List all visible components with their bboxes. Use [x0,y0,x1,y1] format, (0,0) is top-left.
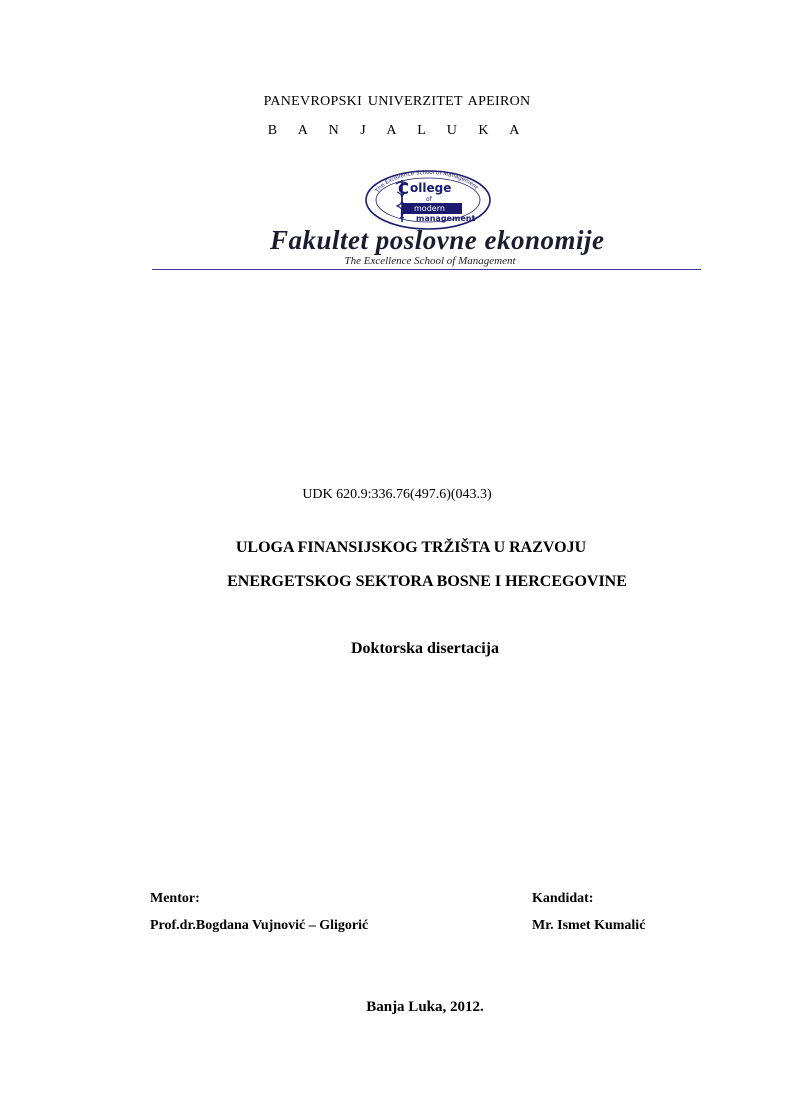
header-divider [152,269,701,270]
candidate-name: Mr. Ismet Kumalić [532,918,646,933]
faculty-wordmark: Fakultet poslovne ekonomije [270,225,605,255]
mentor-name: Prof.dr.Bogdana Vujnović – Gligorić [150,918,369,933]
udk-classification: UDK 620.9:336.76(497.6)(043.3) [302,487,492,502]
emblem-ring-text: The Excellence School of Management [374,169,479,194]
work-type: Doktorska disertacija [351,640,499,657]
emblem-word-of: of [426,196,432,203]
university-city: B A N J A L U K A [267,123,527,138]
university-name: PANEVROPSKI UNIVERZITET APEIRON [263,94,531,109]
place-and-date: Banja Luka, 2012. [366,999,484,1015]
mentor-label: Mentor: [150,891,200,906]
thesis-title-line-1: ULOGA FINANSIJSKOG TRŽIŠTA U RAZVOJU [235,539,587,556]
college-emblem-icon [358,166,498,230]
emblem-word-college: ollege [410,181,452,195]
svg-text:C: C [398,180,410,198]
emblem-word-management: management [416,214,476,223]
faculty-tagline: The Excellence School of Management [344,255,516,267]
emblem-word-modern: modern [414,204,445,213]
candidate-label: Kandidat: [532,891,594,906]
thesis-title-line-2: ENERGETSKOG SEKTORA BOSNE I HERCEGOVINE [227,573,627,590]
